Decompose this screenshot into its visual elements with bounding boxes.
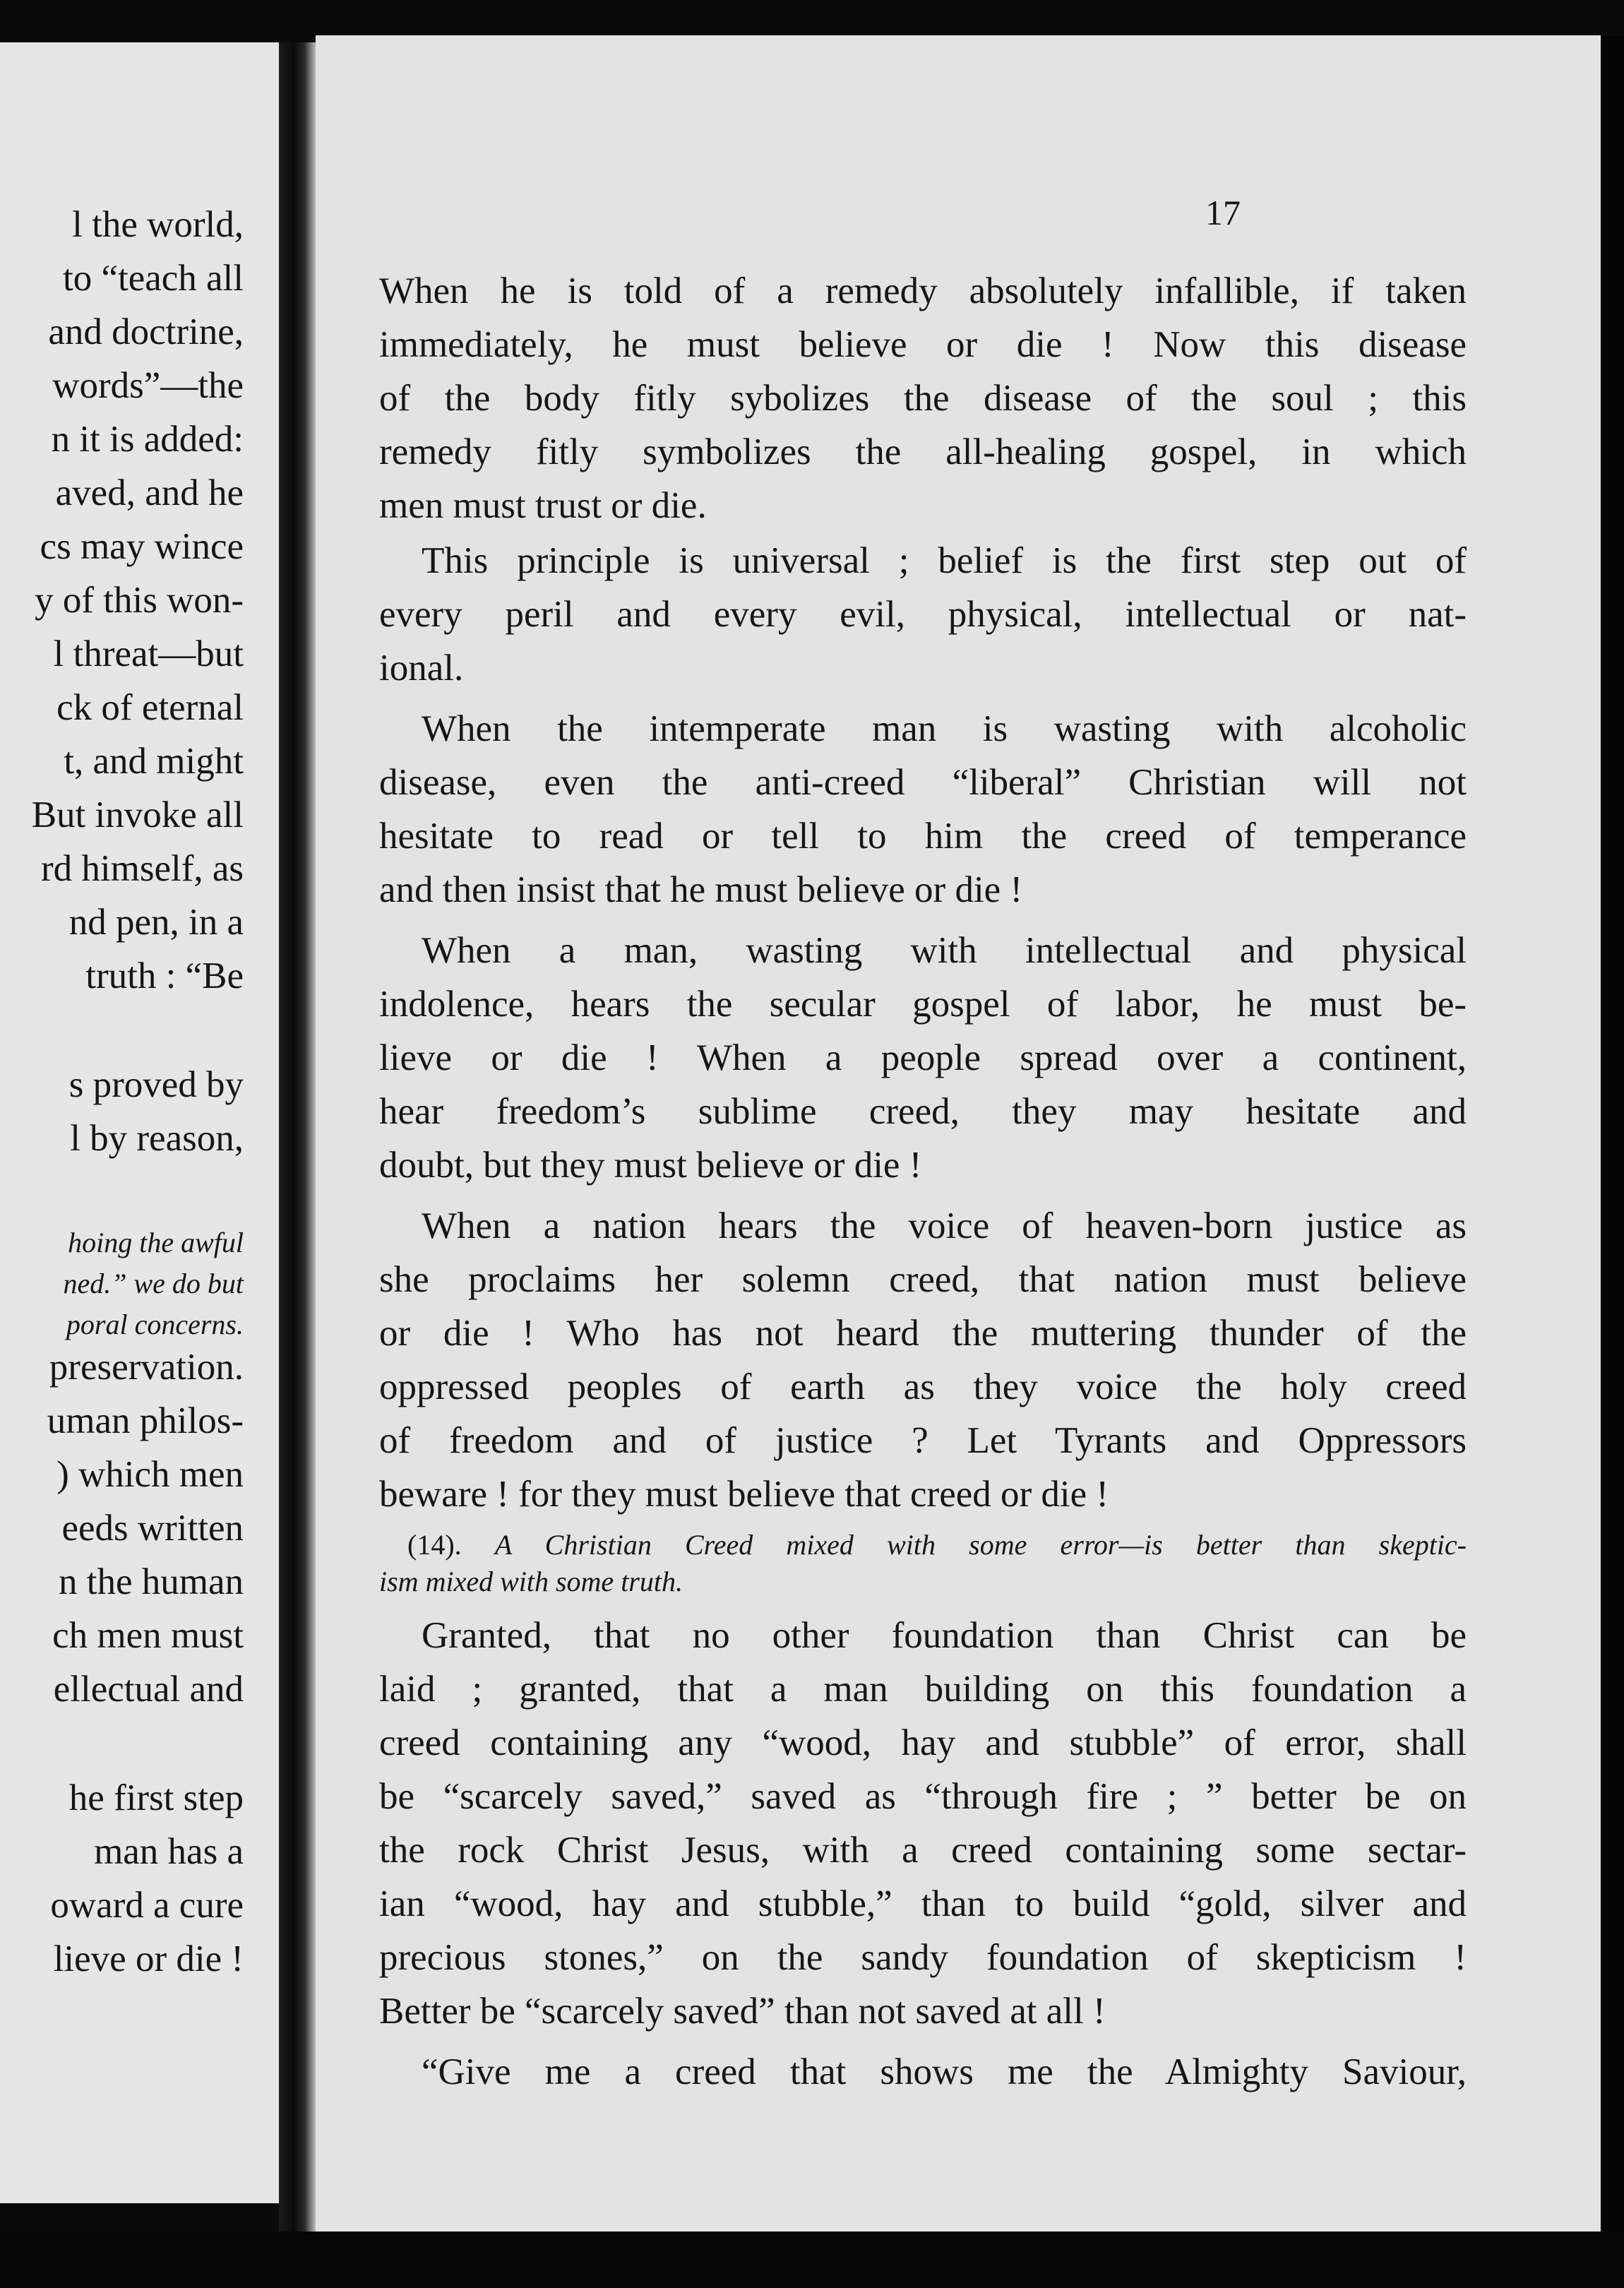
left-line: s proved by <box>68 1064 244 1105</box>
footnote-line: ism mixed with some truth. <box>379 1566 683 1597</box>
body-line: and then insist that he must believe or die ! <box>379 869 1023 910</box>
left-line: rd himself, as <box>40 848 244 889</box>
body-line: every peril and every evil, physical, intellectual or nat- <box>379 594 1467 635</box>
body-line: doubt, but they must believe or die ! <box>379 1145 922 1186</box>
left-note-line: hoing the awful <box>68 1227 244 1258</box>
body-line: oppressed peoples of earth as they voice the holy creed <box>379 1366 1467 1407</box>
left-line: ch men must <box>52 1615 244 1656</box>
scan-right-border <box>1601 35 1624 2288</box>
body-line: beware ! for they must believe that creed or die ! <box>379 1474 1109 1515</box>
left-line: l threat—but <box>53 633 244 674</box>
body-line: men must trust or die. <box>379 485 707 526</box>
body-line: This principle is universal ; belief is the first step out of <box>422 540 1467 581</box>
body-line: laid ; granted, that a man building on this foundation a <box>379 1669 1467 1710</box>
left-line: uman philos- <box>47 1400 244 1441</box>
body-line: she proclaims her solemn creed, that nation must believe <box>379 1259 1467 1300</box>
body-line: hesitate to read or tell to him the creed of temperance <box>379 816 1467 857</box>
left-line: words”—the <box>52 365 244 406</box>
left-line: n it is added: <box>51 419 244 460</box>
left-line: lieve or die ! <box>53 1938 244 1979</box>
left-note-line: ned.” we do but <box>63 1268 244 1299</box>
left-line: to “teach all <box>62 258 244 299</box>
body-line: indolence, hears the secular gospel of labor, he must be- <box>379 984 1467 1025</box>
footnote-number: (14). <box>407 1529 462 1561</box>
left-line: truth : “Be <box>85 955 244 996</box>
left-line: ellectual and <box>53 1669 244 1710</box>
body-line: disease, even the anti-creed “liberal” Christian will not <box>379 762 1467 803</box>
body-line: creed containing any “wood, hay and stubble” of error, shall <box>379 1722 1467 1763</box>
left-line: and doctrine, <box>48 311 244 352</box>
body-line: When the intemperate man is wasting with alcoholic <box>422 708 1467 749</box>
body-line: When a man, wasting with intellectual and physical <box>422 930 1467 971</box>
left-line: man has a <box>94 1831 244 1872</box>
right-page <box>316 35 1601 2232</box>
body-line: of the body fitly sybolizes the disease of the soul ; this <box>379 378 1467 419</box>
left-line: eeds written <box>61 1508 244 1549</box>
book-gutter <box>279 42 316 2288</box>
body-line: “Give me a creed that shows me the Almighty Saviour, <box>422 2051 1467 2092</box>
left-line: y of this won- <box>35 580 244 621</box>
body-line: ian “wood, hay and stubble,” than to build “gold, silver and <box>379 1883 1467 1924</box>
right-page-text <box>379 35 1481 2232</box>
body-line: be “scarcely saved,” saved as “through fire ; ” better be on <box>379 1776 1467 1817</box>
footnote-line <box>407 1531 1467 1559</box>
footnote-text: A Christian Creed mixed with some error—is better than skeptic- <box>494 1529 1467 1561</box>
body-line: or die ! Who has not heard the muttering thunder of the <box>379 1313 1467 1354</box>
left-line: ) which men <box>56 1454 244 1495</box>
body-line: remedy fitly symbolizes the all-healing gospel, in which <box>379 431 1467 472</box>
left-line: n the human <box>59 1561 244 1602</box>
left-line: preservation. <box>49 1347 244 1388</box>
left-line: aved, and he <box>55 472 244 513</box>
body-line: of freedom and of justice ? Let Tyrants and Oppressors <box>379 1420 1467 1461</box>
body-line: When a nation hears the voice of heaven-born justice as <box>422 1205 1467 1246</box>
left-line: But invoke all <box>31 794 244 835</box>
body-line: hear freedom’s sublime creed, they may hesitate and <box>379 1091 1467 1132</box>
left-line: oward a cure <box>50 1885 244 1926</box>
left-line: nd pen, in a <box>68 902 244 943</box>
body-line: precious stones,” on the sandy foundation of skepticism ! <box>379 1937 1467 1978</box>
left-line: cs may wince <box>40 526 244 567</box>
page-number: 17 <box>1205 193 1241 232</box>
scan-bottom-border <box>0 2232 1624 2288</box>
body-line: the rock Christ Jesus, with a creed containing some sectar- <box>379 1830 1467 1871</box>
body-line: ional. <box>379 648 464 689</box>
body-line: Better be “scarcely saved” than not saved at all ! <box>379 1991 1106 2032</box>
body-line: lieve or die ! When a people spread over a continent, <box>379 1037 1467 1078</box>
left-line: l by reason, <box>70 1118 244 1159</box>
body-line: When he is told of a remedy absolutely infallible, if taken <box>379 270 1467 311</box>
left-line: l the world, <box>72 204 244 245</box>
body-line: immediately, he must believe or die ! Now this disease <box>379 324 1467 365</box>
left-line: t, and might <box>64 741 244 782</box>
left-page <box>0 42 279 2203</box>
body-line: Granted, that no other foundation than Christ can be <box>422 1615 1467 1656</box>
left-line: he first step <box>68 1777 244 1818</box>
left-line: ck of eternal <box>56 687 244 728</box>
left-note-line: poral concerns. <box>66 1309 244 1340</box>
